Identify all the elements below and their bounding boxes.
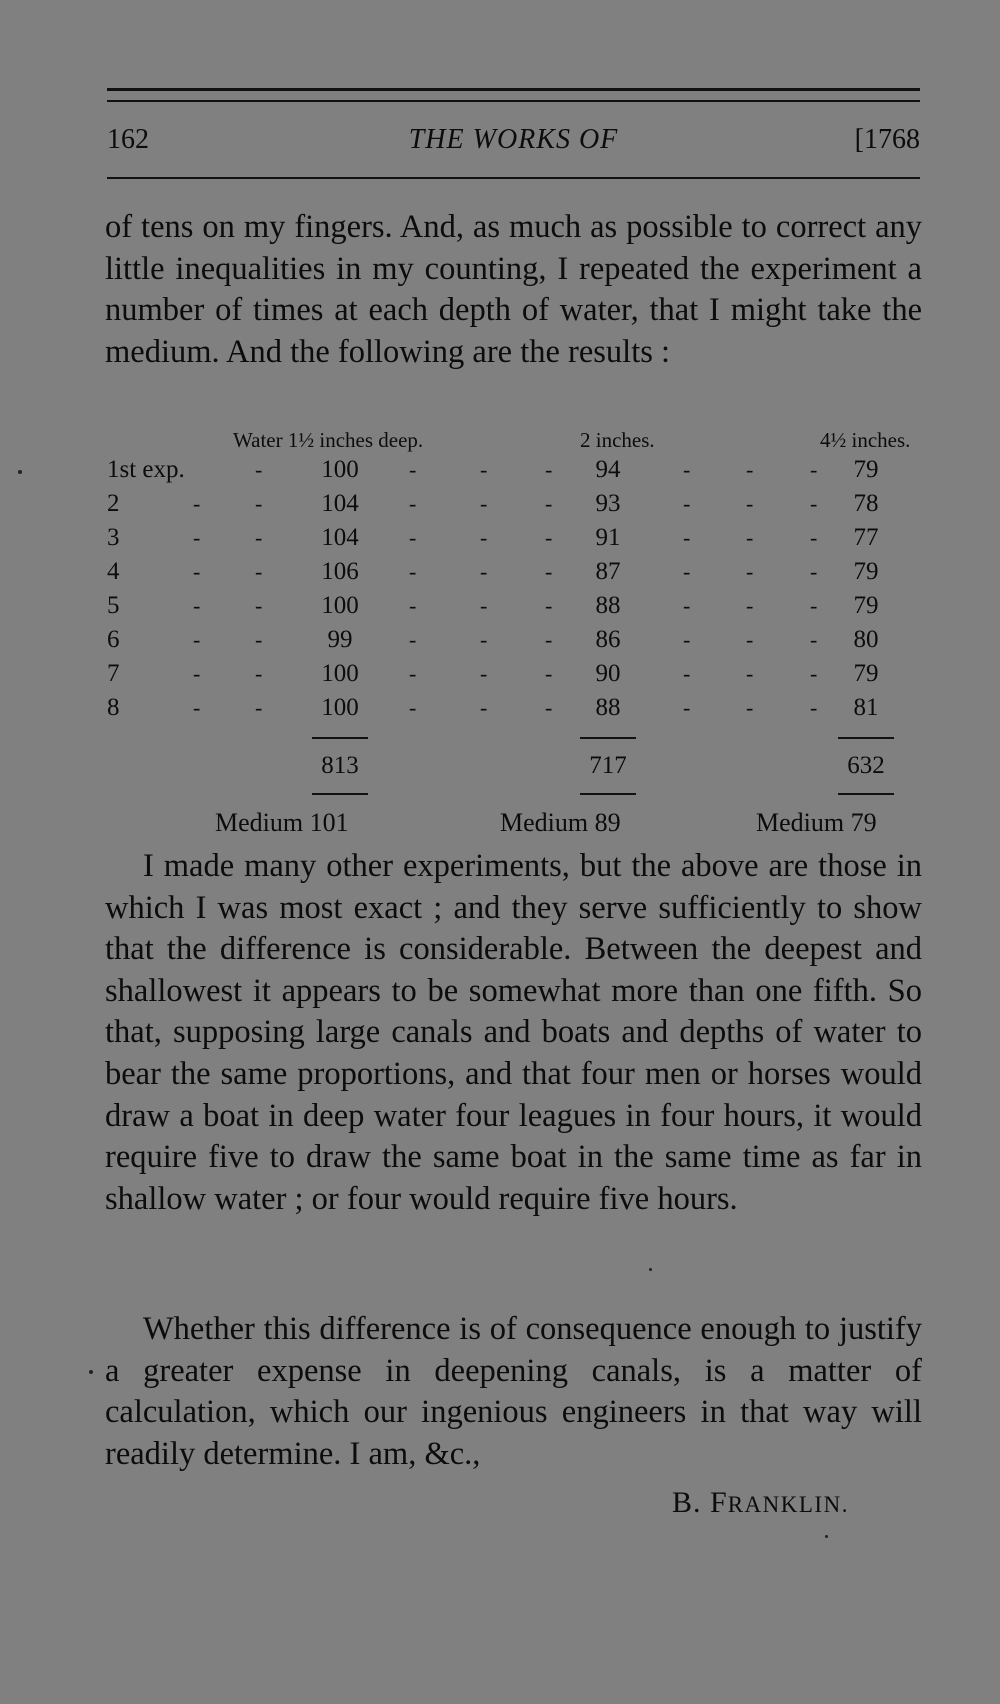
leader-dash: - — [255, 627, 263, 652]
col-header-1: Water 1½ inches deep. — [233, 428, 424, 452]
cell-value: 106 — [321, 558, 359, 585]
leader-dash: - — [683, 457, 691, 482]
leader-dash: - — [746, 593, 754, 618]
leader-dash: - — [545, 695, 553, 720]
total-col-3: 632 — [847, 752, 885, 779]
cell-value: 79 — [853, 558, 879, 585]
scan-speck — [89, 1370, 93, 1374]
leader-dash: - — [746, 627, 754, 652]
signature-initial: B. F — [672, 1486, 728, 1519]
signature-surname: RANKLIN. — [727, 1492, 849, 1517]
leader-dash: - — [255, 457, 263, 482]
cell-value: 90 — [595, 660, 621, 687]
leader-dash: - — [480, 559, 488, 584]
leader-dash: - — [480, 627, 488, 652]
leader-dash: - — [810, 695, 818, 720]
leader-dash: - — [193, 593, 201, 618]
leader-dash: - — [545, 491, 553, 516]
cell-value: 87 — [595, 558, 621, 585]
row-label: 3 — [107, 524, 120, 551]
cell-value: 81 — [853, 694, 879, 721]
leader-dash: - — [480, 695, 488, 720]
leader-dash: - — [683, 491, 691, 516]
leader-dash: - — [409, 695, 417, 720]
sum-line-col-2 — [580, 737, 636, 739]
leader-dash: - — [409, 457, 417, 482]
row-label: 6 — [107, 626, 120, 653]
running-title: THE WORKS OF — [408, 124, 619, 155]
body-paragraph-3: Whether this difference is of consequence enough to justify a greater expense in deepening canals, is a matter of calculation, which our ingenious engineers in that way will readily determine. I am, &c., — [105, 1311, 922, 1472]
cell-value: 100 — [321, 694, 359, 721]
leader-dash: - — [255, 491, 263, 516]
row-label: 7 — [107, 660, 120, 687]
leader-dash: - — [545, 627, 553, 652]
leader-dash: - — [409, 661, 417, 686]
leader-dash: - — [746, 457, 754, 482]
row-label: 5 — [107, 592, 120, 619]
leader-dash: - — [409, 593, 417, 618]
page-number: 162 — [107, 124, 149, 155]
total-col-1: 813 — [321, 752, 359, 779]
signature — [672, 1486, 849, 1520]
leader-dash: - — [545, 525, 553, 550]
cell-value: 79 — [853, 660, 879, 687]
medium-col-2: Medium 89 — [500, 808, 621, 837]
cell-value: 77 — [853, 524, 879, 551]
cell-value: 93 — [595, 490, 621, 517]
leader-dash: - — [193, 627, 201, 652]
leader-dash: - — [480, 457, 488, 482]
leader-dash: - — [746, 559, 754, 584]
col-header-3: 4½ inches. — [820, 428, 911, 452]
leader-dash: - — [683, 695, 691, 720]
col-header-2: 2 inches. — [580, 428, 655, 452]
leader-dash: - — [255, 525, 263, 550]
running-head — [107, 124, 920, 164]
scan-speck — [649, 1268, 652, 1271]
sum-line-col-1 — [312, 737, 368, 739]
medium-col-1: Medium 101 — [215, 808, 349, 837]
leader-dash: - — [545, 661, 553, 686]
cell-value: 79 — [853, 456, 879, 483]
row-label: 2 — [107, 490, 120, 517]
leader-dash: - — [193, 559, 201, 584]
leader-dash: - — [409, 491, 417, 516]
leader-dash: - — [810, 593, 818, 618]
total-line-col-1 — [312, 793, 368, 795]
cell-value: 99 — [327, 626, 353, 653]
leader-dash: - — [193, 661, 201, 686]
leader-dash: - — [193, 491, 201, 516]
leader-dash: - — [480, 593, 488, 618]
top-rule-thin — [107, 100, 920, 102]
leader-dash: - — [683, 627, 691, 652]
sum-line-col-3 — [838, 737, 894, 739]
cell-value: 100 — [321, 592, 359, 619]
leader-dash: - — [810, 525, 818, 550]
leader-dash: - — [193, 695, 201, 720]
total-col-2: 717 — [589, 752, 627, 779]
body-paragraph-2: I made many other experiments, but the above are those in which I was most exact ; and they serve sufficiently to show that the difference is considerable. Between the deepest and shallowest it appears to be somewhat more than one fifth. So that, supposing large canals and boats and depths of water to bear the same proportions, and that four men or horses would draw a boat in deep water four leagues in four hours, it would require five to draw the same boat in the same time as far in shallow water ; or four would require five hours. — [105, 848, 922, 1217]
leader-dash: - — [409, 627, 417, 652]
header-rule — [107, 177, 920, 179]
cell-value: 86 — [595, 626, 621, 653]
row-label: 4 — [107, 558, 120, 585]
leader-dash: - — [409, 525, 417, 550]
total-line-col-2 — [580, 793, 636, 795]
leader-dash: - — [255, 695, 263, 720]
leader-dash: - — [810, 491, 818, 516]
cell-value: 78 — [853, 490, 879, 517]
leader-dash: - — [810, 661, 818, 686]
leader-dash: - — [683, 593, 691, 618]
leader-dash: - — [255, 559, 263, 584]
leader-dash: - — [683, 661, 691, 686]
leader-dash: - — [810, 559, 818, 584]
cell-value: 80 — [853, 626, 879, 653]
cell-value: 79 — [853, 592, 879, 619]
top-rule-thick — [107, 88, 920, 91]
leader-dash: - — [810, 627, 818, 652]
leader-dash: - — [746, 525, 754, 550]
leader-dash: - — [193, 525, 201, 550]
cell-value: 100 — [321, 660, 359, 687]
cell-value: 88 — [595, 592, 621, 619]
total-line-col-3 — [838, 793, 894, 795]
row-label: 1st exp. — [107, 456, 185, 483]
intro-paragraph: of tens on my fingers. And, as much as possible to correct any little inequalities in my counting, I repeated the experiment a number of times at each depth of water, that I might take the medium. And the following are the results : — [105, 209, 922, 370]
leader-dash: - — [683, 559, 691, 584]
leader-dash: - — [480, 661, 488, 686]
cell-value: 88 — [595, 694, 621, 721]
cell-value: 104 — [321, 490, 359, 517]
leader-dash: - — [545, 559, 553, 584]
leader-dash: - — [683, 525, 691, 550]
leader-dash: - — [746, 695, 754, 720]
cell-value: 94 — [595, 456, 621, 483]
leader-dash: - — [480, 491, 488, 516]
leader-dash: - — [545, 457, 553, 482]
medium-col-3: Medium 79 — [756, 808, 877, 837]
cell-value: 91 — [595, 524, 621, 551]
leader-dash: - — [409, 559, 417, 584]
scan-speck — [825, 1535, 828, 1538]
leader-dash: - — [810, 457, 818, 482]
leader-dash: - — [480, 525, 488, 550]
leader-dash: - — [255, 661, 263, 686]
year-bracket: [1768 — [854, 124, 920, 155]
leader-dash: - — [746, 491, 754, 516]
leader-dash: - — [746, 661, 754, 686]
scan-speck — [18, 470, 22, 474]
leader-dash: - — [255, 593, 263, 618]
leader-dash: - — [545, 593, 553, 618]
cell-value: 104 — [321, 524, 359, 551]
row-label: 8 — [107, 694, 120, 721]
cell-value: 100 — [321, 456, 359, 483]
